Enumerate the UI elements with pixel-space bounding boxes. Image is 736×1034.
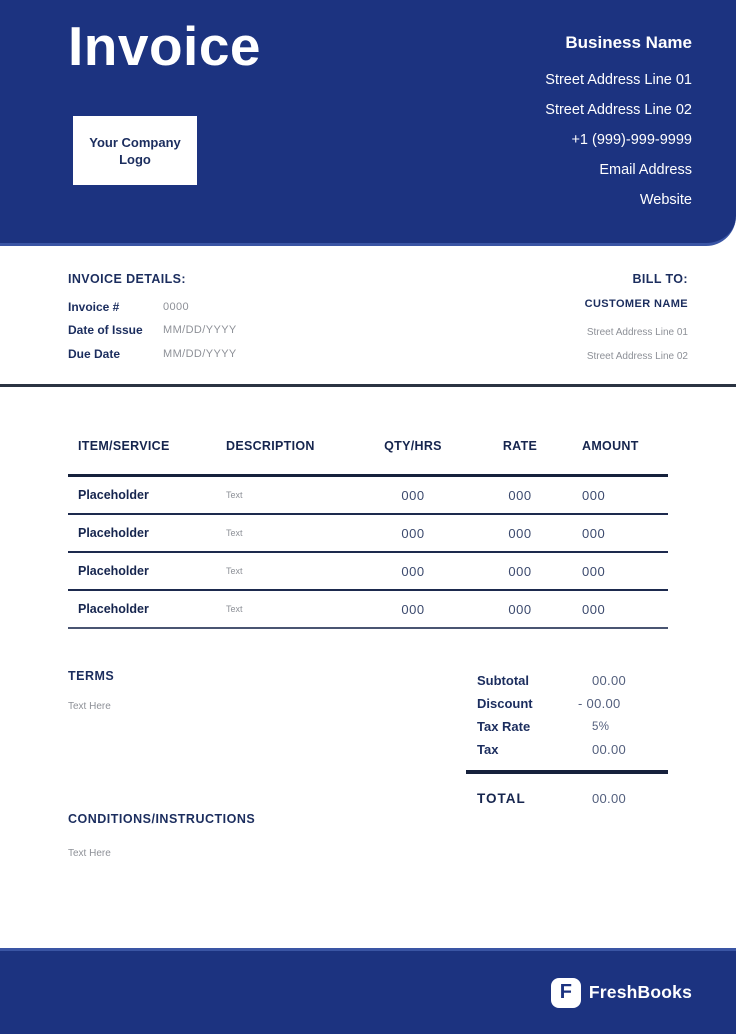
tax-label: Tax bbox=[477, 742, 499, 757]
table-row bbox=[68, 477, 668, 515]
company-logo-placeholder bbox=[73, 116, 197, 185]
invoice-details bbox=[68, 272, 237, 384]
tax-rate-value: 5% bbox=[592, 720, 610, 733]
bill-to-title: BILL TO: bbox=[632, 272, 688, 286]
column-header-amount: AMOUNT bbox=[582, 439, 639, 453]
tax-value: 00.00 bbox=[592, 742, 627, 757]
section-divider bbox=[0, 384, 736, 387]
discount-value: - 00.00 bbox=[578, 696, 621, 711]
table-row bbox=[68, 515, 668, 553]
date-of-issue-value: MM/DD/YYYY bbox=[163, 324, 237, 337]
totals-panel bbox=[466, 669, 668, 859]
line-items-table bbox=[68, 439, 668, 629]
column-header-description: DESCRIPTION bbox=[226, 439, 315, 453]
freshbooks-logo-icon bbox=[551, 978, 581, 1008]
discount-row bbox=[466, 692, 668, 715]
page-title: Invoice bbox=[68, 15, 262, 77]
customer-address-line-2: Street Address Line 02 bbox=[586, 351, 688, 362]
detail-row bbox=[68, 342, 237, 366]
invoice-number-label: Invoice # bbox=[68, 299, 120, 314]
total-value: 00.00 bbox=[592, 791, 627, 806]
rate-cell: 000 bbox=[508, 525, 532, 541]
business-info bbox=[545, 33, 692, 215]
qty-hrs-cell: 000 bbox=[401, 525, 425, 541]
business-name: Business Name bbox=[565, 33, 692, 52]
table-header-row bbox=[68, 439, 668, 477]
column-header-qty-hrs: QTY/HRS bbox=[384, 439, 442, 453]
amount-cell: 000 bbox=[582, 487, 606, 503]
company-logo-text: Your Company Logo bbox=[89, 134, 181, 167]
business-phone: +1 (999)-999-9999 bbox=[571, 132, 692, 148]
qty-hrs-cell: 000 bbox=[401, 487, 425, 503]
terms-title: TERMS bbox=[68, 669, 115, 683]
business-email: Email Address bbox=[599, 162, 692, 178]
amount-cell: 000 bbox=[582, 525, 606, 541]
details-section bbox=[0, 246, 736, 384]
description-cell: Text bbox=[226, 604, 243, 614]
discount-label: Discount bbox=[477, 696, 533, 711]
customer-address-line-1: Street Address Line 01 bbox=[586, 327, 688, 338]
amount-cell: 000 bbox=[582, 563, 606, 579]
item-service-cell: Placeholder bbox=[78, 564, 149, 578]
conditions-title: CONDITIONS/INSTRUCTIONS bbox=[68, 812, 256, 826]
notes-column bbox=[68, 669, 466, 859]
terms-body: Text Here bbox=[68, 701, 111, 712]
detail-row bbox=[68, 319, 237, 343]
qty-hrs-cell: 000 bbox=[401, 601, 425, 617]
item-service-cell: Placeholder bbox=[78, 488, 149, 502]
due-date-label: Due Date bbox=[68, 346, 121, 361]
detail-row bbox=[68, 295, 237, 319]
total-label: TOTAL bbox=[477, 791, 526, 806]
column-header-item-service: ITEM/SERVICE bbox=[78, 439, 170, 453]
subtotal-label: Subtotal bbox=[477, 673, 529, 688]
conditions-body: Text Here bbox=[68, 848, 111, 859]
tax-rate-row bbox=[466, 715, 668, 738]
tax-rate-label: Tax Rate bbox=[477, 719, 531, 734]
rate-cell: 000 bbox=[508, 563, 532, 579]
column-header-rate: RATE bbox=[502, 439, 538, 453]
invoice-number-value: 0000 bbox=[163, 300, 190, 313]
due-date-value: MM/DD/YYYY bbox=[163, 347, 237, 360]
table-row bbox=[68, 553, 668, 591]
rate-cell: 000 bbox=[508, 487, 532, 503]
customer-name: CUSTOMER NAME bbox=[584, 298, 688, 310]
bill-to-section bbox=[585, 272, 688, 384]
totals-divider bbox=[466, 770, 668, 774]
invoice-details-title: INVOICE DETAILS: bbox=[68, 272, 186, 286]
description-cell: Text bbox=[226, 490, 243, 500]
footer-band bbox=[0, 948, 736, 1034]
freshbooks-brand-name: FreshBooks bbox=[588, 982, 692, 1002]
amount-cell: 000 bbox=[582, 601, 606, 617]
description-cell: Text bbox=[226, 528, 243, 538]
bottom-section bbox=[0, 669, 736, 859]
rate-cell: 000 bbox=[508, 601, 532, 617]
business-address-line-1: Street Address Line 01 bbox=[545, 72, 692, 88]
item-service-cell: Placeholder bbox=[78, 526, 149, 540]
tax-row bbox=[466, 738, 668, 761]
business-address-line-2: Street Address Line 02 bbox=[545, 102, 692, 118]
description-cell: Text bbox=[226, 566, 243, 576]
freshbooks-brand bbox=[551, 978, 692, 1008]
business-website: Website bbox=[639, 192, 692, 208]
date-of-issue-label: Date of Issue bbox=[68, 323, 143, 338]
subtotal-row bbox=[466, 669, 668, 692]
table-row bbox=[68, 591, 668, 629]
qty-hrs-cell: 000 bbox=[401, 563, 425, 579]
header-band bbox=[0, 0, 736, 246]
subtotal-value: 00.00 bbox=[592, 673, 627, 688]
item-service-cell: Placeholder bbox=[78, 602, 149, 616]
total-row bbox=[466, 791, 668, 806]
freshbooks-logo-letter: F bbox=[559, 981, 572, 1003]
